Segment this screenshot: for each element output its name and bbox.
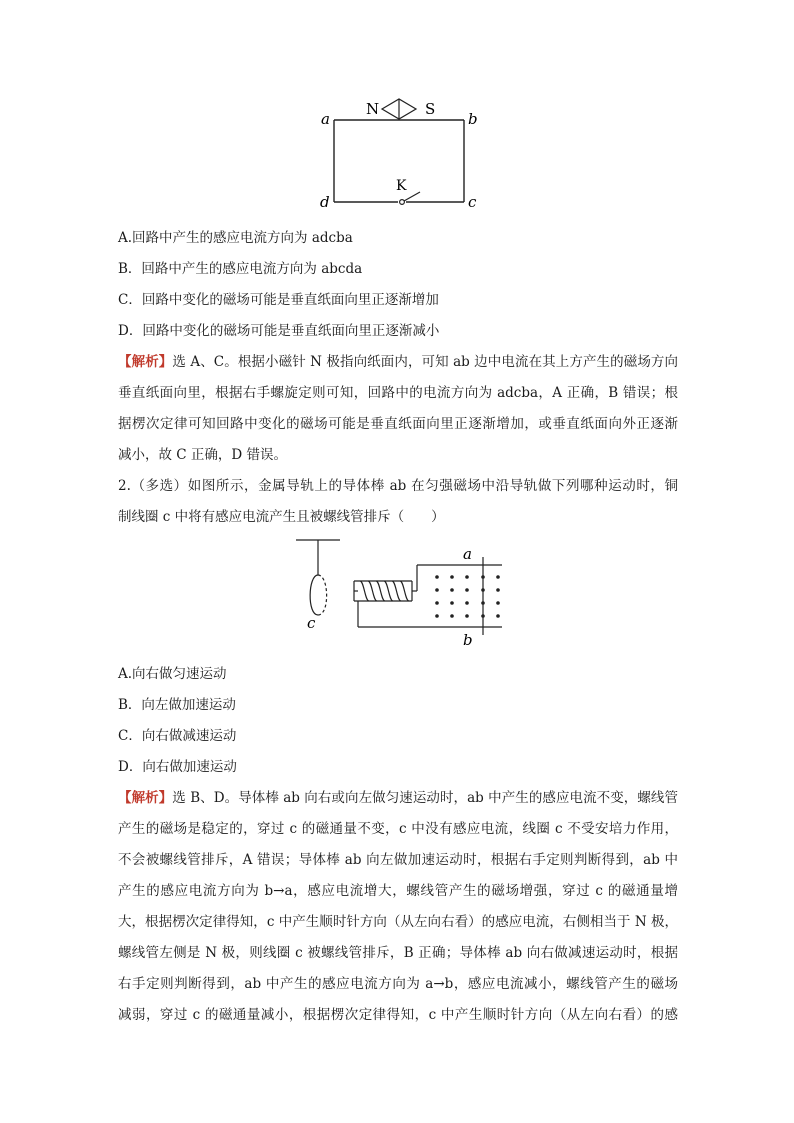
q1-analysis <box>118 352 678 476</box>
q2-stem-line: 制线圈 c 中将有感应电流产生且被螺线管排斥（ ） <box>118 509 445 525</box>
analysis-tag: 【解析】 <box>118 354 173 370</box>
label-c: c <box>468 193 477 211</box>
label-a: a <box>463 545 472 563</box>
q2-analysis-line: 产生的感应电流方向为 b→a，感应电流增大，螺线管产生的磁场增强，穿过 c 的磁通量增 <box>118 883 678 899</box>
q2-analysis-line: 大，根据楞次定律得知，c 中产生顺时针方向（从左向右看）的感应电流，右侧相当于 N 极， <box>118 914 678 930</box>
q2-analysis-line: 右手定则判断得到，ab 中产生的感应电流方向为 a→b，感应电流减小，螺线管产生的磁场 <box>118 976 678 992</box>
q2-stem <box>118 476 678 538</box>
label-c: c <box>307 614 316 632</box>
q2-analysis-line: 产生的磁场是稳定的，穿过 c 的磁通量不变，c 中没有感应电流，线圈 c 不受安培力作用， <box>118 821 678 837</box>
circuit-figure-1 <box>300 92 500 217</box>
label-b: b <box>468 110 478 128</box>
solenoid <box>354 581 412 601</box>
connecting-wires-and-rails <box>354 557 502 635</box>
q2-option-b: B．向左做加速运动 <box>118 697 236 713</box>
q2-option-a: A.向右做匀速运动 <box>118 666 227 682</box>
q1-analysis-line: 垂直纸面向里，根据右手螺旋定则可知，回路中的电流方向为 adcba，A 正确，B 错误；根 <box>118 385 678 401</box>
magnetic-field-dots <box>435 575 500 618</box>
label-d: d <box>320 193 330 211</box>
analysis-tag: 【解析】 <box>118 790 173 806</box>
q2-analysis-line: 减弱，穿过 c 的磁通量减小，根据楞次定律得知，c 中产生顺时针方向（从左向右看）的感 <box>118 1007 678 1023</box>
q1-option-a: A.回路中产生的感应电流方向为 adcba <box>118 230 353 246</box>
q2-analysis-line: 选 B、D。导体棒 ab 向右或向左做匀速运动时，ab 中产生的感应电流不变，螺线管 <box>172 790 678 806</box>
q2-option-d: D．向右做加速运动 <box>118 759 237 775</box>
label-a: a <box>321 110 330 128</box>
q2-option-c: C．向右做减速运动 <box>118 728 237 744</box>
q1-option-c: C．回路中变化的磁场可能是垂直纸面向里正逐渐增加 <box>118 292 439 308</box>
q2-analysis-line: 螺线管左侧是 N 极，则线圈 c 被螺线管排斥，B 正确；导体棒 ab 向右做减速运动时，根据 <box>118 945 678 961</box>
compass-needle-icon <box>382 99 416 119</box>
q2-stem-line: 2.（多选）如图所示，金属导轨上的导体棒 ab 在匀强磁场中沿导轨做下列哪种运动时，铜 <box>118 478 678 494</box>
q1-analysis-line: 据楞次定律可知回路中变化的磁场可能是垂直纸面向里正逐渐增加，或垂直纸面向外正逐渐 <box>118 416 678 432</box>
q1-analysis-line: 选 A、C。根据小磁针 N 极指向纸面内，可知 ab 边中电流在其上方产生的磁场方向 <box>172 354 679 370</box>
q1-analysis-line: 减小，故 C 正确，D 错误。 <box>118 447 288 463</box>
label-b: b <box>463 631 473 649</box>
circuit-figure-2 <box>290 535 520 650</box>
q2-analysis <box>118 788 678 1036</box>
q1-option-b: B．回路中产生的感应电流方向为 abcda <box>118 261 363 277</box>
label-N: N <box>366 100 380 118</box>
label-K: K <box>396 178 407 194</box>
hanging-coil-c <box>296 540 340 615</box>
label-S: S <box>425 100 436 118</box>
q1-option-d: D．回路中变化的磁场可能是垂直纸面向里正逐渐减小 <box>118 323 440 339</box>
q2-analysis-line: 不会被螺线管排斥，A 错误；导体棒 ab 向左做加速运动时，根据右手定则判断得到，ab 中 <box>118 852 678 868</box>
